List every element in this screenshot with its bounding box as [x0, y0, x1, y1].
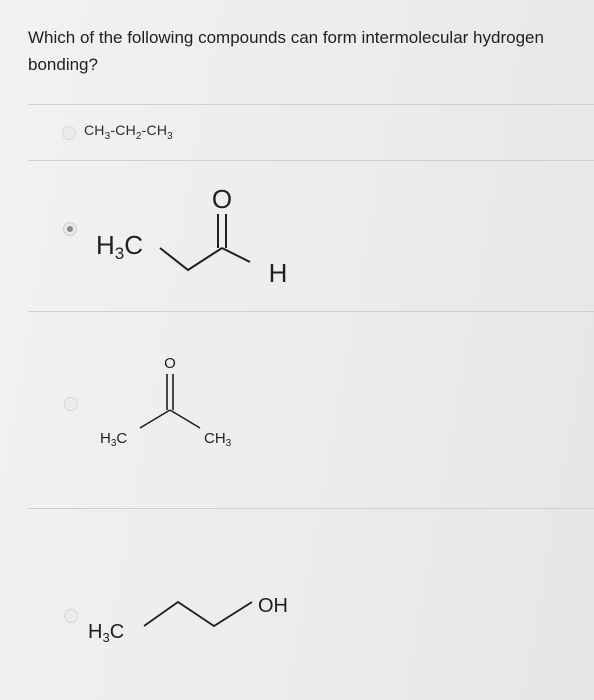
divider-c-d [28, 508, 594, 509]
option-b-structure [90, 178, 310, 298]
radio-option-a[interactable] [62, 126, 76, 140]
methyl-label: $H_3C$ [88, 621, 125, 645]
aldehyde-ch-bond [222, 248, 250, 262]
question-text: Which of the following compounds can form intermolecular hydrogen bonding? [28, 28, 544, 74]
aldehyde-hydrogen-label: H [268, 258, 288, 288]
formula-text: $CH_3-CH_2-CH_3$ [84, 122, 173, 142]
methyl-right-label: $CH_3$ [204, 430, 232, 449]
methyl-left-label: $H_3C$ [100, 430, 128, 449]
hydroxyl-label: OH [258, 595, 288, 617]
bond-left [140, 410, 170, 428]
carbonyl-oxygen-label: O [211, 184, 233, 214]
divider-a-b [28, 160, 594, 161]
carbon-chain-bond [144, 602, 252, 626]
divider-top [28, 104, 594, 105]
option-c-structure [96, 350, 276, 460]
radio-option-c[interactable] [64, 397, 78, 411]
option-d-structure [86, 580, 316, 660]
radio-option-d[interactable] [64, 609, 78, 623]
divider-b-c [28, 311, 594, 312]
carbon-chain-bond [160, 248, 222, 270]
radio-option-b[interactable] [63, 222, 77, 236]
carbonyl-oxygen-label: O [164, 355, 176, 372]
option-a-formula [84, 122, 173, 142]
methyl-label: H3C [96, 230, 144, 263]
bond-right [170, 410, 200, 428]
